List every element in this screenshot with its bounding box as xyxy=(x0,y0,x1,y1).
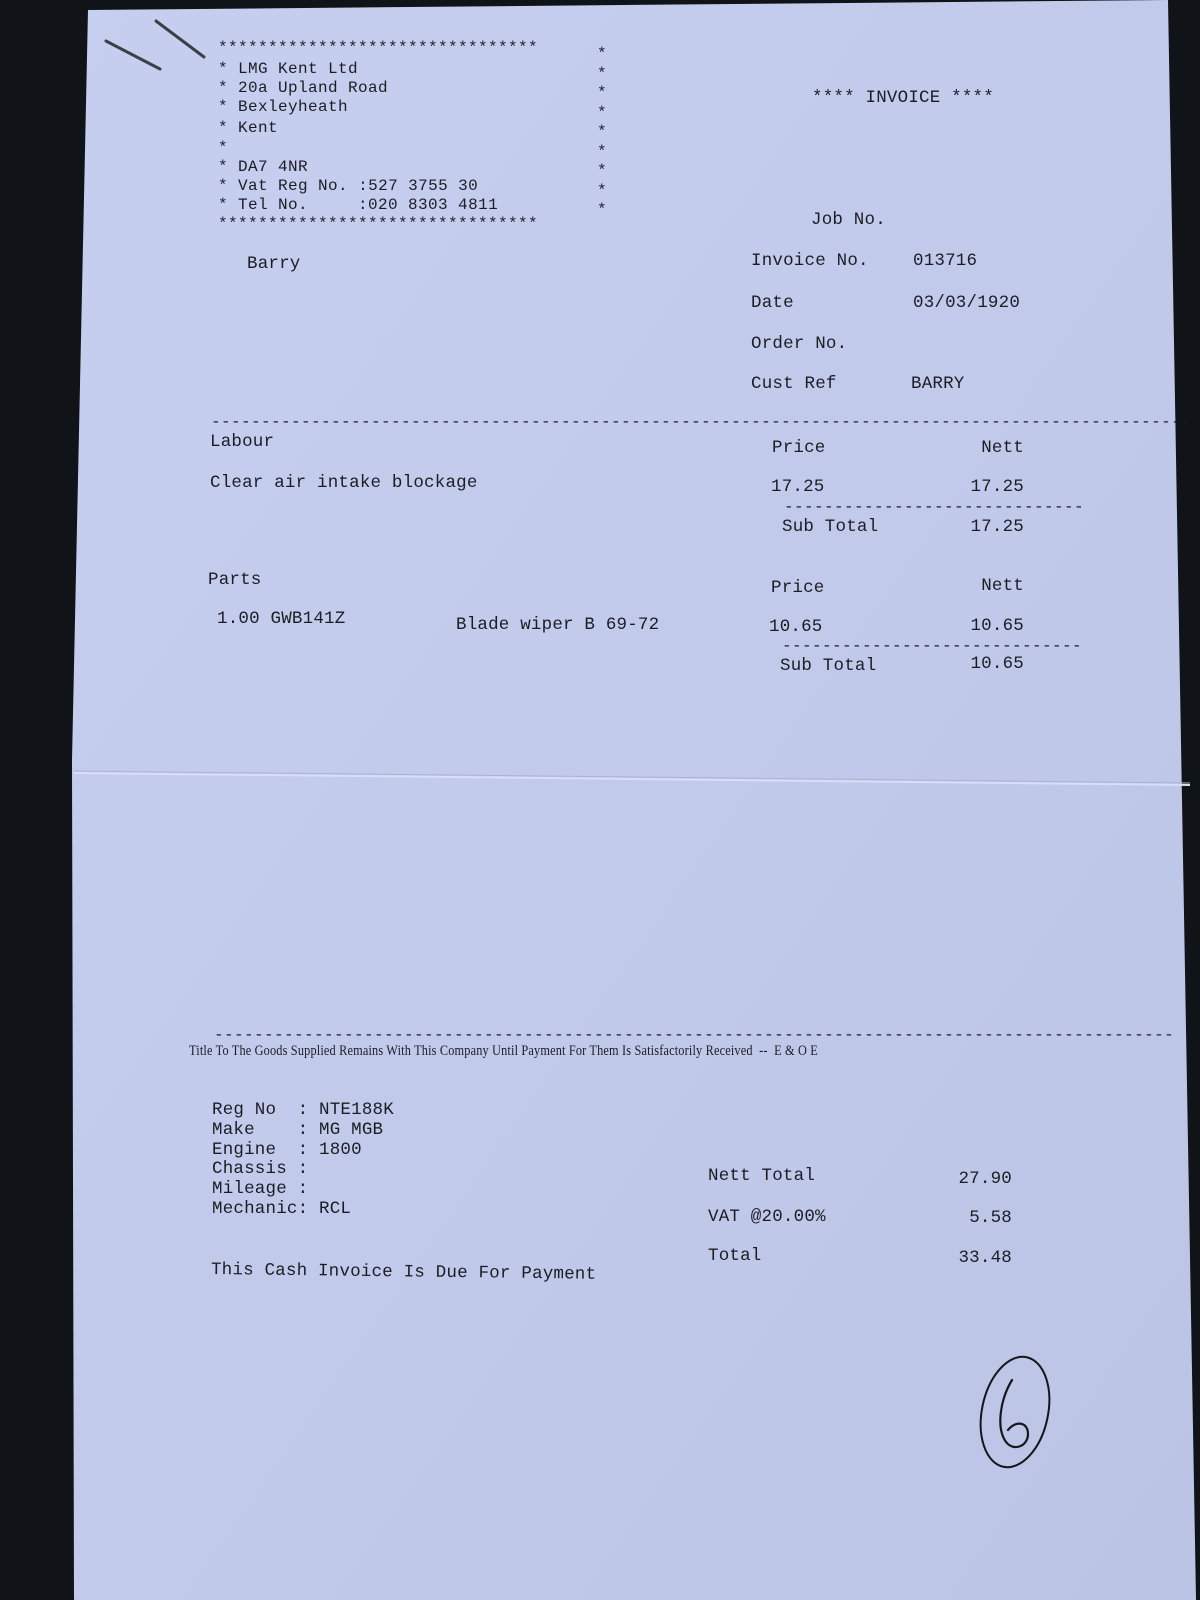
nett-total-value: 27.90 xyxy=(958,1169,1012,1189)
reg-no-line xyxy=(212,1102,394,1120)
invoice-no-value: 013716 xyxy=(913,251,978,271)
company-county-line: * Kent xyxy=(218,119,279,137)
job-no-label: Job No. xyxy=(811,210,886,230)
cust-ref-label: Cust Ref xyxy=(751,374,837,394)
make-line xyxy=(212,1122,383,1140)
divider-top: -------------------------------------------------------------------------------------------------- xyxy=(211,413,1192,431)
labour-price-header: Price xyxy=(772,438,826,458)
parts-subtotal-label: Sub Total xyxy=(780,656,877,676)
parts-price: 10.65 xyxy=(769,617,823,637)
company-name: LMG Kent Ltd xyxy=(238,60,359,78)
reg-no-value: NTE188K xyxy=(319,1100,394,1120)
company-address: 20a Upland Road xyxy=(238,79,389,97)
parts-subtotal-rule: ------------------------------ xyxy=(782,637,1083,655)
title-disclaimer: Title To The Goods Supplied Remains With This Company Until Payment For Them Is Satisfactorily Received -- E & O E xyxy=(189,1043,818,1059)
divider-bottom: ------------------------------------------------------------------------------------------------ xyxy=(214,1026,1175,1044)
labour-subtotal-label: Sub Total xyxy=(782,517,879,537)
company-postcode-line: * DA7 4NR xyxy=(218,158,309,176)
nett-total-label: Nett Total xyxy=(708,1166,816,1186)
chassis-line: Chassis : xyxy=(212,1159,309,1179)
mechanic-label: Mechanic: xyxy=(212,1199,309,1219)
company-town-line: * Bexleyheath xyxy=(218,98,349,116)
date-value: 03/03/1920 xyxy=(913,293,1021,313)
labour-nett-header: Nett xyxy=(981,438,1024,458)
parts-heading: Parts xyxy=(208,570,262,590)
labour-heading: Labour xyxy=(210,432,275,452)
engine-label: Engine : xyxy=(212,1140,309,1160)
order-no-label: Order No. xyxy=(751,334,848,354)
grand-total-value: 33.48 xyxy=(958,1248,1012,1268)
parts-nett-header: Nett xyxy=(981,576,1024,596)
company-address-line: * 20a Upland Road xyxy=(218,79,389,97)
vat-label: VAT @20.00% xyxy=(708,1207,826,1227)
parts-description: Blade wiper B 69-72 xyxy=(456,615,660,635)
mileage-line: Mileage : xyxy=(212,1179,309,1199)
make-label: Make : xyxy=(212,1120,309,1140)
invoice-title: **** INVOICE **** xyxy=(812,88,994,108)
vat-value: 5.58 xyxy=(969,1208,1012,1228)
customer-name: Barry xyxy=(247,254,301,274)
tel-line: * Tel No. :020 8303 4811 xyxy=(218,196,499,214)
labour-subtotal-rule: ------------------------------ xyxy=(784,498,1085,516)
labour-nett: 17.25 xyxy=(970,477,1024,497)
engine-value: 1800 xyxy=(319,1140,362,1160)
date-label: Date xyxy=(751,293,794,313)
labour-price: 17.25 xyxy=(771,477,825,497)
labour-description: Clear air intake blockage xyxy=(210,473,478,493)
company-town: Bexleyheath xyxy=(238,98,349,116)
box-border-top: ******************************** xyxy=(218,39,539,57)
mechanic-value: RCL xyxy=(319,1199,352,1219)
company-postcode: DA7 4NR xyxy=(238,158,309,176)
make-value: MG MGB xyxy=(319,1120,384,1140)
box-border-bottom: ******************************** xyxy=(218,215,539,233)
parts-subtotal-value: 10.65 xyxy=(970,654,1024,674)
tel-value: :020 8303 4811 xyxy=(358,196,499,214)
parts-nett: 10.65 xyxy=(970,616,1024,636)
staple-marks xyxy=(100,15,210,75)
grand-total-label: Total xyxy=(708,1246,762,1266)
due-for-payment-note: This Cash Invoice Is Due For Payment xyxy=(210,1260,597,1285)
handwritten-circled-number xyxy=(970,1350,1060,1475)
cust-ref-value: BARRY xyxy=(911,374,965,394)
invoice-no-label: Invoice No. xyxy=(751,251,869,271)
box-blank-line: * xyxy=(218,139,229,157)
parts-price-header: Price xyxy=(771,578,825,598)
company-name-line: * LMG Kent Ltd xyxy=(218,60,359,78)
mechanic-line xyxy=(212,1201,351,1219)
vat-reg-label: Vat Reg No. xyxy=(238,177,349,195)
vat-reg-value: :527 3755 30 xyxy=(358,177,479,195)
box-border-right: * * * * * * * * * xyxy=(597,45,608,219)
company-county: Kent xyxy=(238,119,279,137)
parts-qty-code: 1.00 GWB141Z xyxy=(217,609,346,629)
vat-reg-line: * Vat Reg No. :527 3755 30 xyxy=(218,177,479,195)
labour-subtotal-value: 17.25 xyxy=(970,517,1024,537)
reg-no-label: Reg No : xyxy=(212,1100,309,1120)
tel-label: Tel No. xyxy=(238,196,309,214)
engine-line xyxy=(212,1142,362,1160)
